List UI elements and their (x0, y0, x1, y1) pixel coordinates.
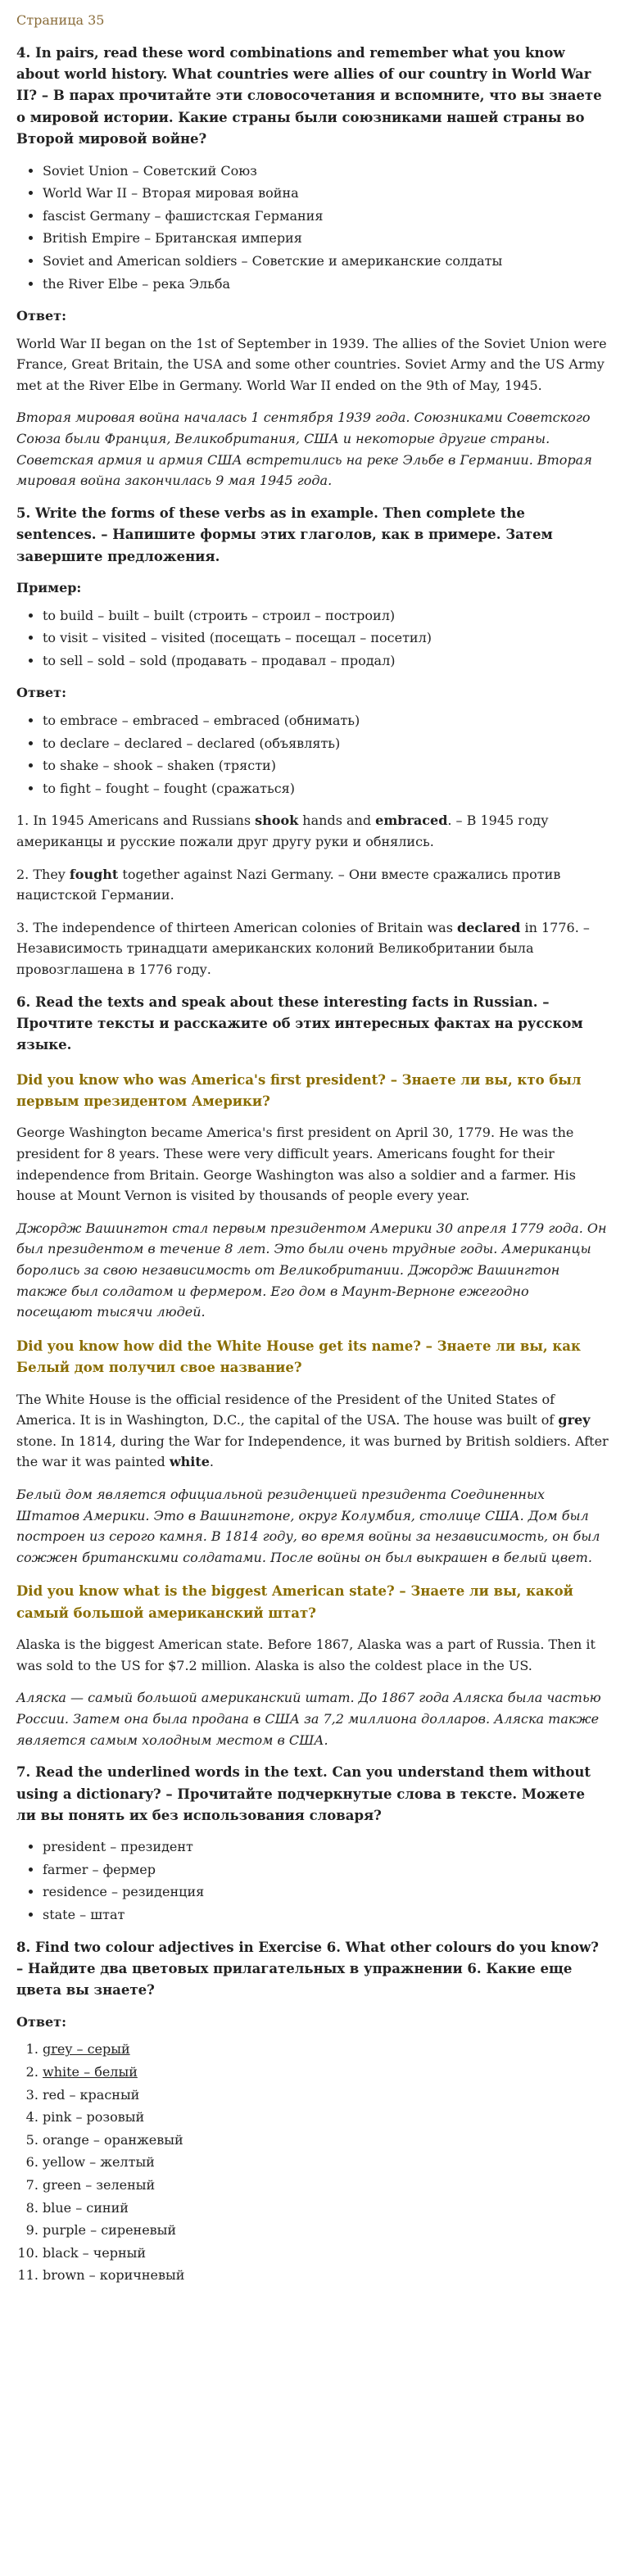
sentence-text: 3. The independence of thirteen American colonies of Britain was (16, 919, 458, 935)
list-item: • president – президент (43, 1836, 609, 1858)
list-item: 4. pink – розовый (43, 2107, 609, 2128)
list-item: • to shake – shook – shaken (трясти) (43, 755, 609, 776)
list-item: 6. yellow – желтый (43, 2152, 609, 2173)
bold-word: embraced (375, 813, 448, 829)
list-item: 11. brown – коричневый (43, 2265, 609, 2286)
list-item: 7. green – зеленый (43, 2175, 609, 2196)
list-item: • Soviet Union – Советский Союз (43, 161, 609, 182)
task-4-list (16, 161, 609, 295)
list-item: • the River Elbe – река Эльба (43, 274, 609, 295)
list-item: • to sell – sold – sold (продавать – продавал – продал) (43, 650, 609, 672)
list-item: 10. black – черный (43, 2243, 609, 2264)
list-item: • British Empire – Британская империя (43, 228, 609, 249)
list-item: • farmer – фермер (43, 1859, 609, 1881)
list-item: • residence – резиденция (43, 1881, 609, 1903)
sentence-text: together against Nazi Germany. – Они вместе сражались против нацистской Германии. (16, 866, 561, 903)
list-item: • state – штат (43, 1904, 609, 1926)
answer-text-en: World War II began on the 1st of September in 1939. The allies of the Soviet Union were France, Great Britain, the USA and some other countries. Soviet Army and the US Army met at the River Elbe in Germany. World War II ended on the 9th of May, 1945. (16, 335, 607, 393)
text-en: George Washington became America's first president on April 30, 1779. He was the president for 8 years. These were very difficult years. Americans fought for their independence from Britain. George Washington was also a soldier and a farmer. His house at Mount Vernon is visited by thousands of people every year. (16, 1125, 576, 1204)
list-item: • to fight – fought – fought (сражаться) (43, 778, 609, 799)
list-item: • to embrace – embraced – embraced (обнимать) (43, 710, 609, 731)
text-en: Alaska is the biggest American state. Before 1867, Alaska was a part of Russia. Then it was sold to the US for $7.2 million. Alaska is also the coldest place in the US. (16, 1637, 596, 1673)
list-item: 1. grey – серый (43, 2039, 609, 2060)
question-heading: Did you know what is the biggest American state? – Знаете ли вы, какой самый большой американский штат? (16, 1583, 573, 1621)
list-item: • to declare – declared – declared (объявлять) (43, 733, 609, 754)
sentence-text: 1. In 1945 Americans and Russians (16, 813, 256, 829)
bold-word: grey (558, 1412, 591, 1428)
sentence-3 (16, 917, 609, 980)
list-item: 9. purple – сиреневый (43, 2220, 609, 2241)
list-item: • World War II – Вторая мировая война (43, 183, 609, 204)
answer-text-ru: Вторая мировая война началась 1 сентября 1939 года. Союзниками Советского Союза были Франция, Великобритания, США и некоторые другие страны. Советская армия и армия США встретились на реке Эльбе в Германии. Вторая мировая война закончилась 9 мая 1945 года. (16, 410, 592, 489)
task-7-title: 7. Read the underlined words in the text. Can you understand them without using a dictionary? – Прочитайте подчеркнутые слова в тексте. Можете ли вы понять их без использования словаря? (16, 1764, 591, 1823)
task-4 (16, 43, 609, 491)
sentence-text: 2. They (16, 866, 70, 882)
answer-label: Ответ: (16, 2013, 66, 2030)
bold-word: fought (69, 866, 119, 882)
text-ru: Белый дом является официальной резиденцией президента Соединенных Штатов Америки. Это в Вашингтоне, округ Колумбия, столице США. Дом был построен из серого камня. В 1814 году, во время войны за независимость, он был сожжен британскими солдатами. После войны он был выкрашен в белый цвет. (16, 1486, 600, 1565)
example-label: Пример: (16, 580, 82, 596)
task-4-title: 4. In pairs, read these word combinations and remember what you know about world history. What countries were allies of our country in World War II? – В парах прочитайте эти словосочетания и вспомните, что вы знаете о мировой истории. Какие страны были союзниками нашей страны во Второй мировой войне? (16, 44, 602, 147)
list-item: • Soviet and American soldiers – Советские и американские солдаты (43, 251, 609, 272)
colour-list (16, 2039, 609, 2286)
task-7 (16, 1762, 609, 1926)
list-item: 8. blue – синий (43, 2198, 609, 2219)
sentence-text: in 1776. – Независимость тринадцати американских колоний Великобритании была провозглашена в 1776 году. (16, 919, 590, 977)
answer-label: Ответ: (16, 308, 66, 324)
answer-list (16, 710, 609, 799)
list-item: 3. red – красный (43, 2085, 609, 2106)
text-ru: Джордж Вашингтон стал первым президентом Америки 30 апреля 1779 года. Он был президентом в течение 8 лет. Это были очень трудные годы. Американцы боролись за свою независимость от Великобритании. Джордж Вашингтон также был солдатом и фермером. Его дом в Маунт-Верноне ежегодно посещают тысячи людей. (16, 1220, 607, 1320)
task-6-title: 6. Read the texts and speak about these interesting facts in Russian. – Прочтите тексты и расскажите об этих интересных фактах на русском языке. (16, 994, 583, 1053)
list-item: • to build – built – built (строить – строил – построил) (43, 605, 609, 627)
text-part: The White House is the official residence of the President of the United States of America. It is in Washington, D.C., the capital of the USA. The house was built of (16, 1391, 559, 1428)
task-6 (16, 992, 609, 1751)
example-list (16, 605, 609, 672)
sentence-1 (16, 810, 609, 852)
bold-word: shook (255, 813, 299, 829)
text-en (16, 1389, 609, 1473)
list-item: 2. white – белый (43, 2062, 609, 2083)
page-header: Страница 35 (16, 12, 105, 28)
sentence-text: hands and (298, 813, 376, 829)
task-8 (16, 1937, 609, 2286)
task-7-list (16, 1836, 609, 1925)
text-ru: Аляска — самый большой американский штат. До 1867 года Аляска была частью России. Затем она была продана в США за 7,2 миллиона долларов. Аляска также является самым холодным местом в США. (16, 1690, 601, 1748)
bold-word: white (169, 1454, 210, 1470)
task-5-title: 5. Write the forms of these verbs as in example. Then complete the sentences. – Напишите формы этих глаголов, как в примере. Затем завершите предложения. (16, 505, 553, 564)
task-8-title: 8. Find two colour adjectives in Exercise 6. What other colours do you know? – Найдите два цветовых прилагательных в упражнении 6. Какие еще цвета вы знаете? (16, 1939, 599, 1999)
sentence-2 (16, 864, 609, 906)
sentence-text: . – В 1945 году американцы и русские пожали друг другу руки и обнялись. (16, 813, 549, 849)
list-item: • fascist Germany – фашистская Германия (43, 206, 609, 227)
text-part: stone. In 1814, during the War for Independence, it was burned by British soldiers. After the war it was painted (16, 1433, 609, 1470)
question-heading: Did you know how did the White House get its name? – Знаете ли вы, как Белый дом получил свое название? (16, 1338, 581, 1376)
text-part: . (209, 1454, 215, 1470)
task-5 (16, 503, 609, 980)
question-heading: Did you know who was America's first president? – Знаете ли вы, кто был первым президентом Америки? (16, 1071, 582, 1110)
answer-label: Ответ: (16, 685, 66, 701)
bold-word: declared (457, 919, 521, 935)
list-item: 5. orange – оранжевый (43, 2130, 609, 2151)
list-item: • to visit – visited – visited (посещать – посещал – посетил) (43, 627, 609, 649)
